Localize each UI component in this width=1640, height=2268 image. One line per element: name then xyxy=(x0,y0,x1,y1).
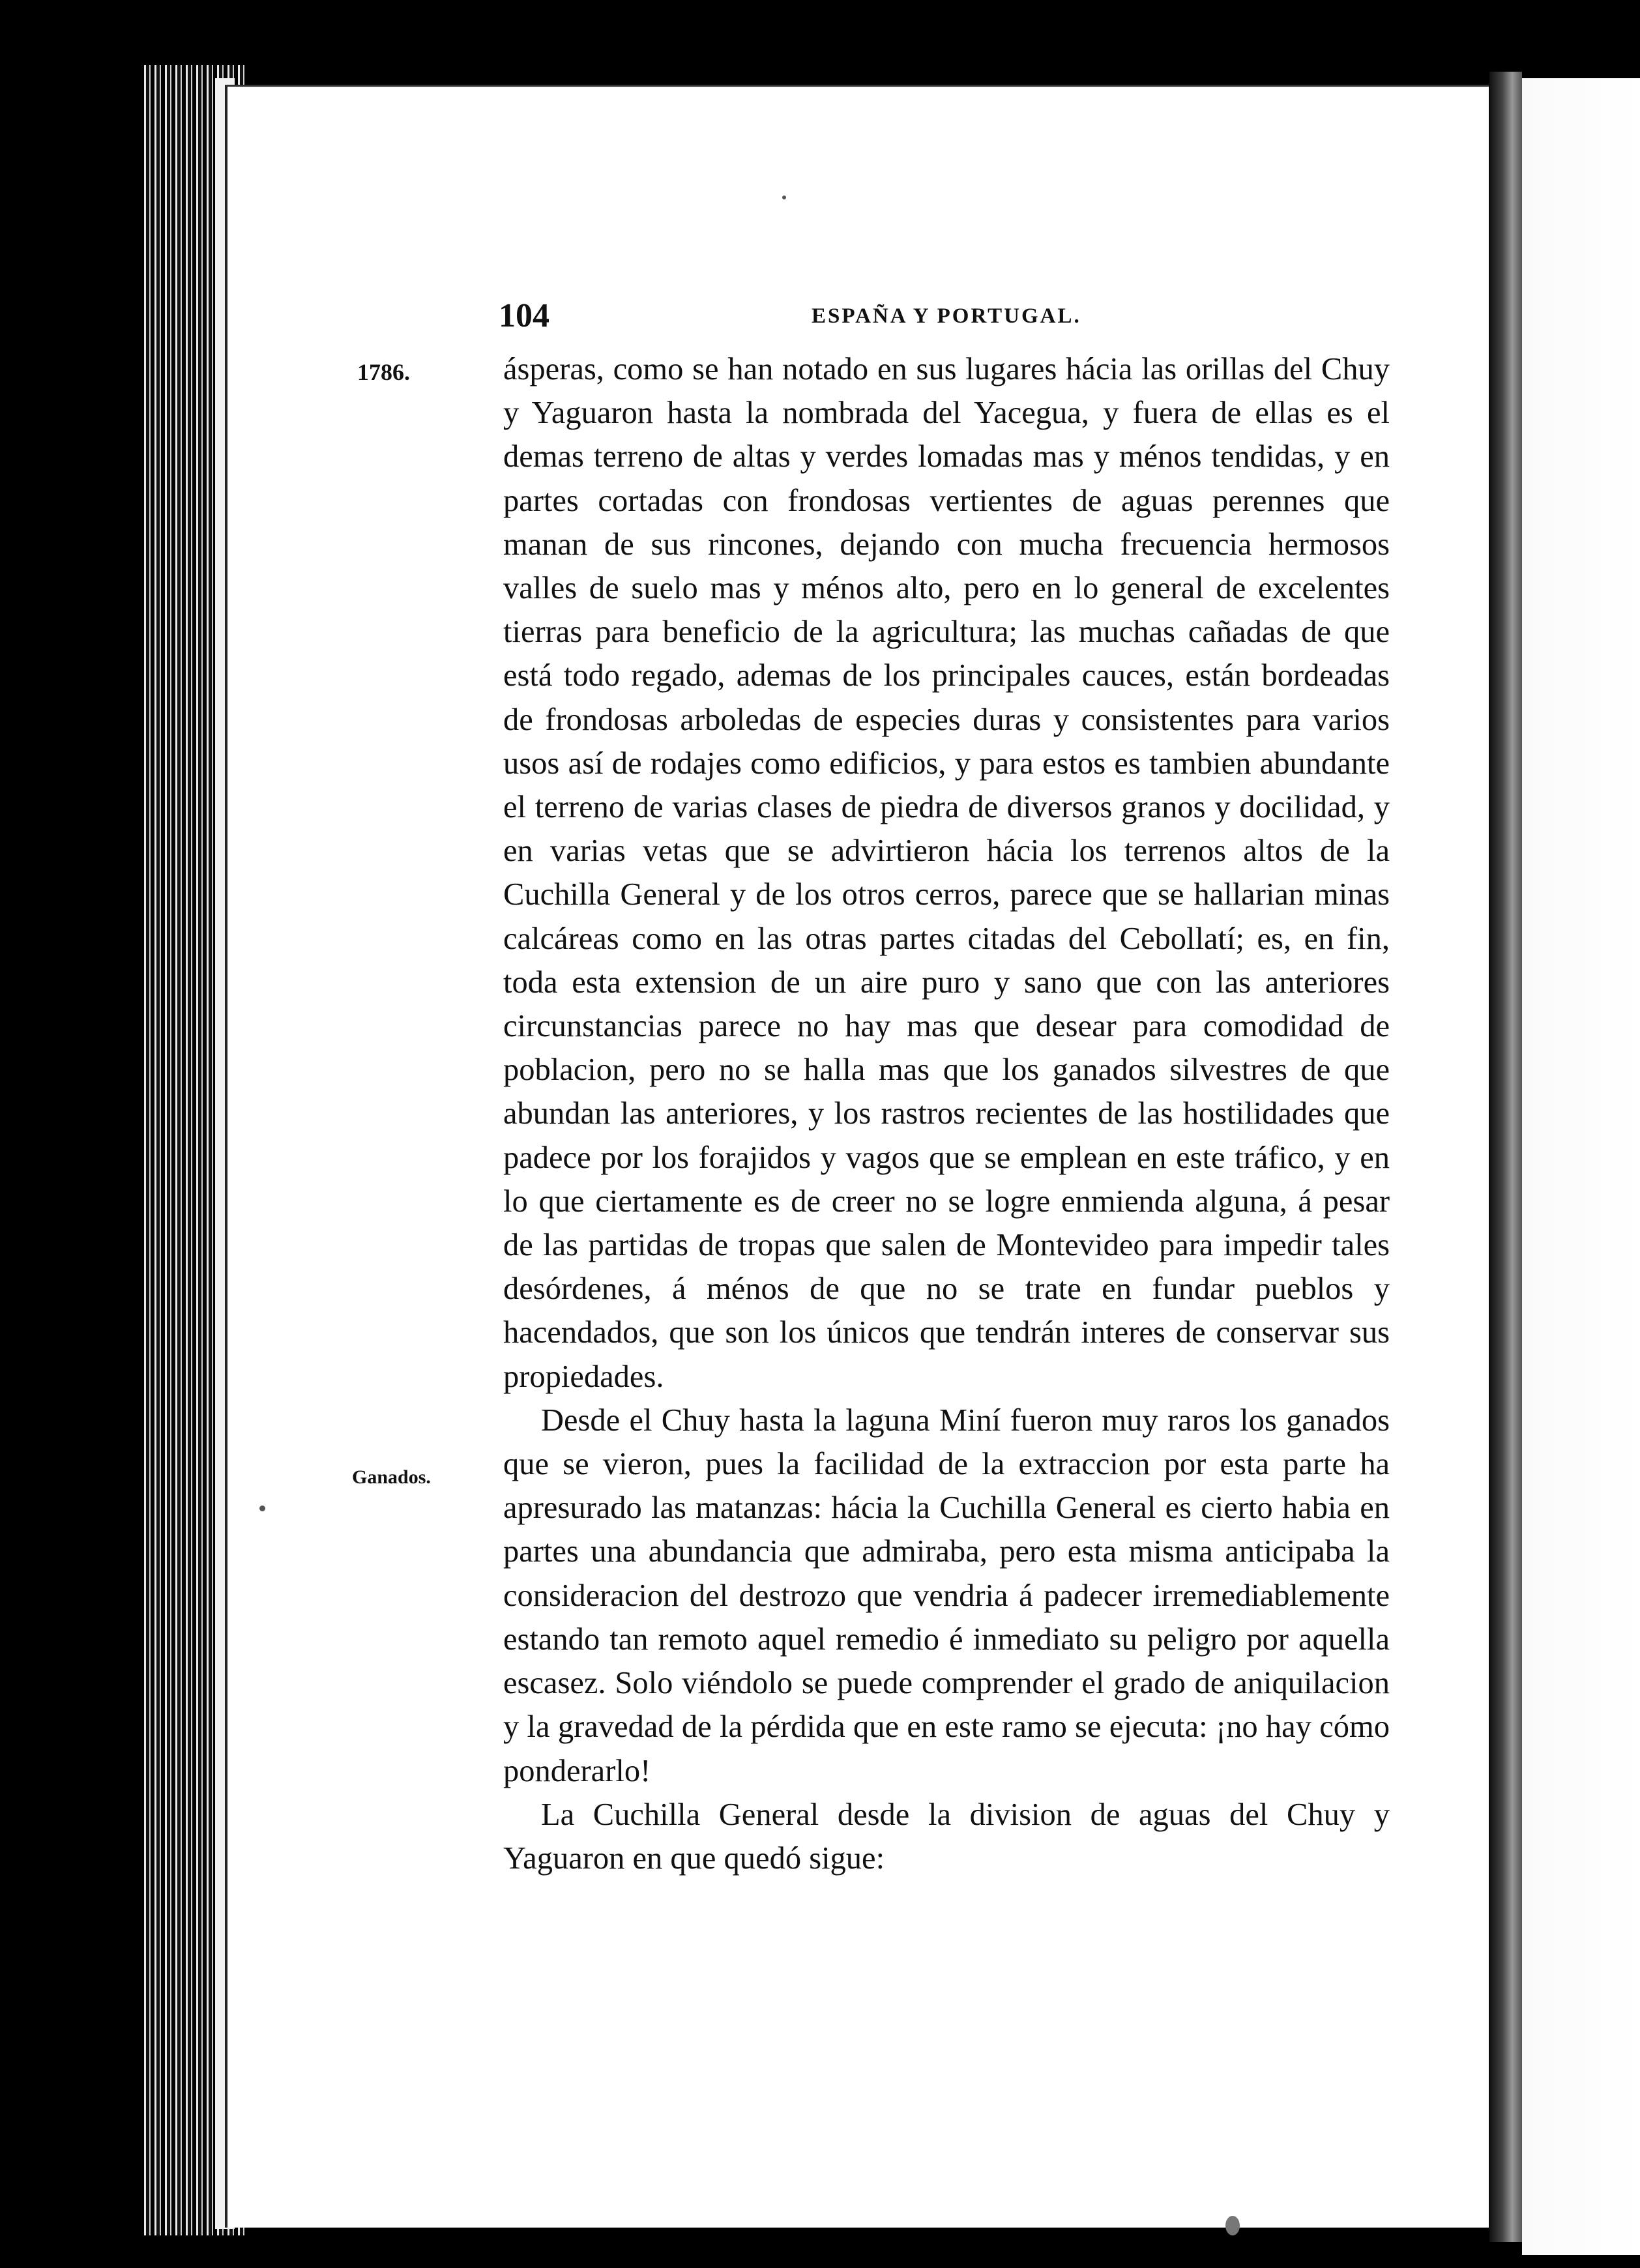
scan-speck xyxy=(782,196,786,199)
paragraph-1: ásperas, como se han notado en sus lugares hácia las orillas del Chuy y Yaguaron hasta la nombrada del Yacegua, y fuera de ellas es el demas terreno de altas y verdes lomadas mas y ménos tendidas, y en partes cortadas con frondosas vertientes de aguas perennes que manan de sus rincones, dejando con mucha frecuencia hermosos valles de suelo mas y ménos alto, pero en lo general de excelentes tierras para beneficio de la agricultura; las muchas cañadas de que está todo regado, ademas de los principales cauces, están bordeadas de frondosas arboledas de especies duras y consistentes para varios usos así de rodajes como edificios, y para estos es tambien abundante el terreno de varias clases de piedra de diversos granos y docilidad, y en varias vetas que se advirtieron hácia los terrenos altos de la Cuchilla General y de los otros cerros, parece que se hallarian minas calcáreas como en las otras partes citadas del Cebollatí; es, en fin, toda esta extension de un aire puro y sano que con las anteriores circunstancias parece no hay mas que desear para comodidad de poblacion, pero no se halla mas que los ganados silvestres de que abundan las anteriores, y los rastros recientes de las hostilidades que padece por los forajidos y vagos que se emplean en este tráfico, y en lo que ciertamente es de creer no se logre enmienda alguna, á pesar de las partidas de tropas que salen de Montevideo para impedir tales desórdenes, á ménos de que no se trate en fundar pueblos y hacendados, que son los únicos que tendrán interes de conservar sus propiedades. xyxy=(503,352,1390,1394)
facing-page xyxy=(1522,78,1640,2255)
margin-note-year: 1786. xyxy=(357,359,410,385)
paragraph-3: La Cuchilla General desde la division de aguas del Chuy y Yaguaron en que quedó sigue: xyxy=(503,1797,1390,1876)
page-number: 104 xyxy=(499,297,549,334)
margin-note-ganados: Ganados. xyxy=(352,1466,431,1488)
body-text xyxy=(503,347,1390,1880)
book-gutter xyxy=(1489,72,1522,2242)
scan-speck xyxy=(259,1505,265,1511)
page-header xyxy=(0,297,1640,336)
running-head: ESPAÑA Y PORTUGAL. xyxy=(812,304,1081,328)
paragraph-2: Desde el Chuy hasta la laguna Miní fueron muy raros los ganados que se vieron, pues la facilidad de la extraccion por esta parte ha apresurado las matanzas: hácia la Cuchilla General es cierto habia en partes una abundancia que admiraba, pero esta misma anticipaba la consideracion del destrozo que vendria á padecer irremediablemente estando tan remoto aquel remedio é inmediato su peligro por aquella escasez. Solo viéndolo se puede comprender el grado de aniquilacion y la gravedad de la pérdida que en este ramo se ejecuta: ¡no hay cómo ponderarlo! xyxy=(503,1403,1390,1788)
scan-speck xyxy=(1225,2216,1240,2235)
